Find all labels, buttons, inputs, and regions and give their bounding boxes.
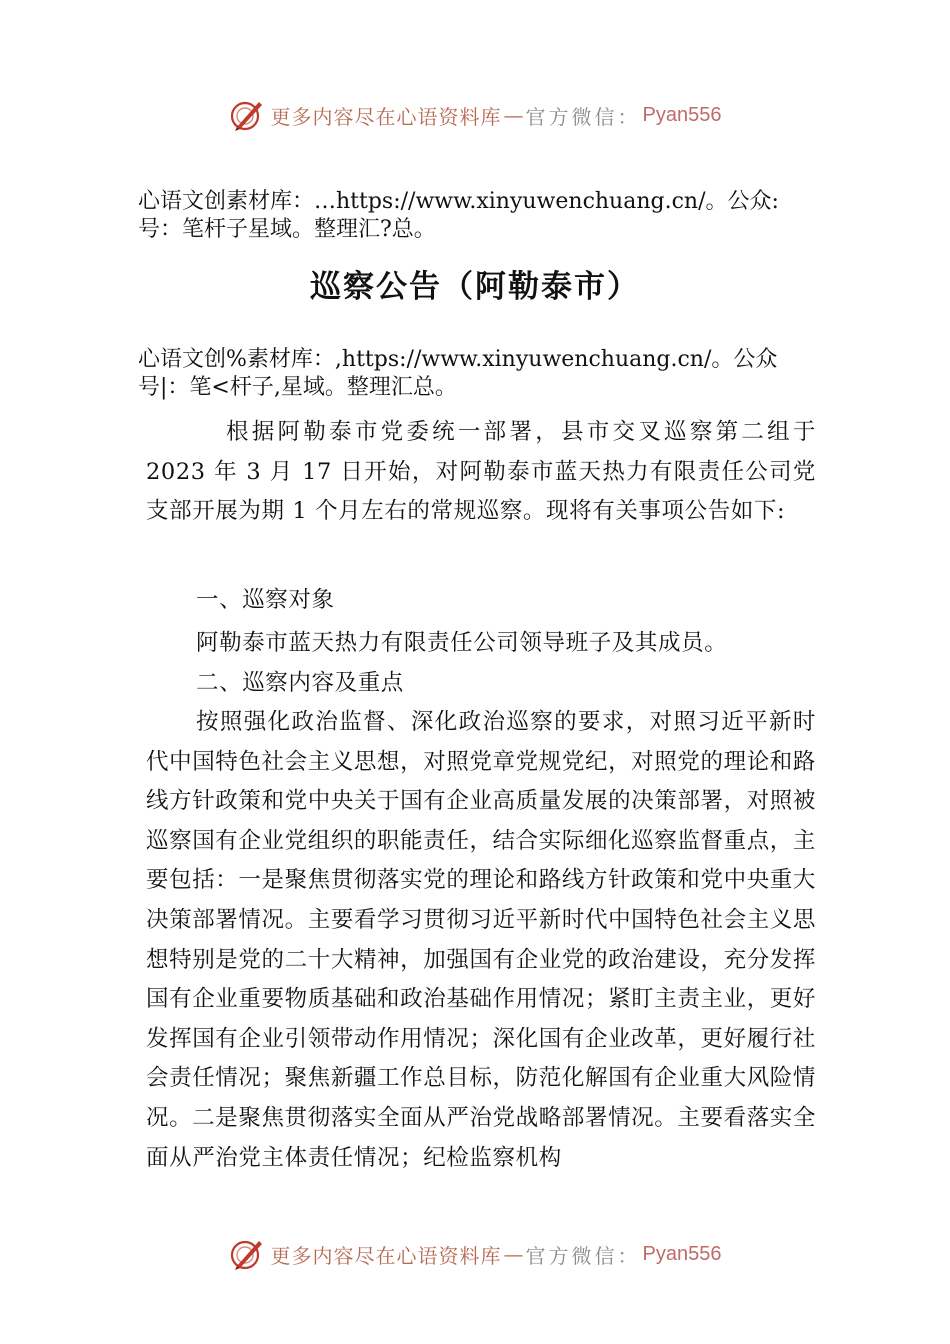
section-2-body: 按照强化政治监督、深化政治巡察的要求，对照习近平新时代中国特色社会主义思想，对照党章党规党纪，对照党的理论和路线方针政策和党中央关于国有企业高质量发展的决策部署，对照被巡察国有企业党组织的职能责任，结合实际细化巡察监督重点，主要包括：一是聚焦贯彻落实党的理论和路线方针政策和党中央重大决策部署情况。主要看学习贯彻习近平新时代中国特色社会主义思想特别是党的二十大精神，加强国有企业党的政治建设，充分发挥国有企业重要物质基础和政治基础作用情况；紧盯主责主业，更好发挥国有企业引领带动作用情况；深化国有企业改革，更好履行社会责任情况；聚焦新疆工作总目标，防范化解国有企业重大风险情况。二是聚焦贯彻落实全面从严治党战略部署情况。主要看落实全面从严治党主体责任情况；纪检监察机构 <box>146 709 816 1171</box>
document-title: 巡察公告（阿勒泰市） <box>310 269 640 305</box>
watermark-banner-bottom <box>0 1234 950 1274</box>
section-1-body: 阿勒泰市蓝天热力有限责任公司领导班子及其成员。 <box>196 630 728 656</box>
section-2-heading: 二、巡察内容及重点 <box>196 670 404 696</box>
source-note-1-line-1: 心语文创素材库：…https://www.xinyuwenchuang.cn/。公众: <box>138 189 779 214</box>
pen-logo-icon <box>229 97 265 133</box>
pen-logo-icon <box>229 1236 265 1272</box>
watermark-wechat-id: Pyan556 <box>642 103 722 126</box>
section-1-heading: 一、巡察对象 <box>196 587 335 613</box>
watermark-wechat-label: 官方微信： <box>525 1243 641 1268</box>
watermark-text: 更多内容尽在心语资料库 <box>270 1243 502 1268</box>
watermark-wechat-label: 官方微信： <box>525 104 641 129</box>
watermark-text: 更多内容尽在心语资料库 <box>270 104 502 129</box>
source-note-1-line-2: 号：笔杆子星域。整理汇?总。 <box>138 217 436 242</box>
source-note-2 <box>138 346 858 402</box>
watermark-wechat-id: Pyan556 <box>642 1242 722 1265</box>
watermark-separator: — <box>503 103 524 127</box>
watermark-separator: — <box>503 1242 524 1266</box>
source-note-1 <box>138 188 858 244</box>
source-note-2-line-2: 号|：笔<杆子,星域。整理汇总。 <box>138 375 457 400</box>
intro-paragraph: 根据阿勒泰市党委统一部署，县市交叉巡察第二组于2023 年 3 月 17 日开始，对阿勒泰市蓝天热力有限责任公司党支部开展为期 1 个月左右的常规巡察。现将有关事项公告如下: <box>146 419 816 525</box>
source-note-2-line-1: 心语文创%素材库：,https://www.xinyuwenchuang.cn/。公众 <box>138 347 778 372</box>
watermark-banner-top <box>0 95 950 135</box>
